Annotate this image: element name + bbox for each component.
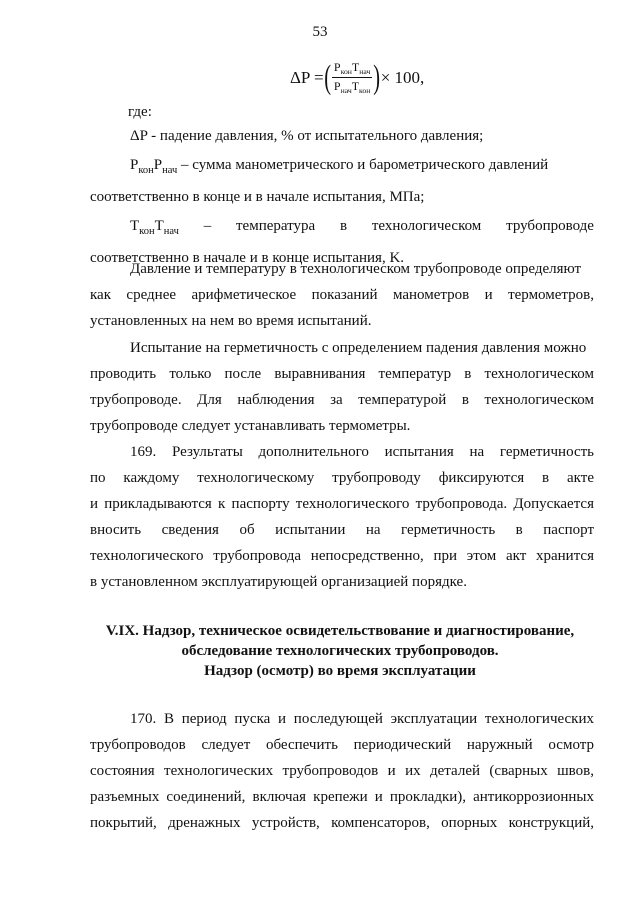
paragraph-169: 169. Результаты дополнительного испытания на герметичность по каждому технологическому трубопроводу фиксируются в акте и прикладываются к паспорту технологического трубопровода. Допускается вносить сведения об испытании на герметичность в паспорт технологического трубопровода непосредственно, при этом акт хранится в установленном эксплуатирующей организацией порядке. [90, 444, 594, 590]
definitions-block [90, 123, 594, 271]
formula-open-paren: ( [323, 58, 331, 96]
formula-close-paren: ) [373, 58, 381, 96]
paragraph-averaging: Давление и температуру в технологическом трубопроводе определяют как среднее арифметическое показаний манометров и термометров, установленных на нем во время испытаний. [90, 261, 594, 329]
def-temperature-line1: $T_{кон}T_{нач}$ – температура в технологическом трубопроводе [130, 218, 594, 237]
heading-line1: V.IX. Надзор, техническое освидетельствование и диагностирование, [105, 623, 575, 639]
paragraph-170: 170. В период пуска и последующей эксплуатации технологических трубопроводов следует обеспечить периодический наружный осмотр состояния технологических трубопроводов и их деталей (сварных швов, разъемных соединений, включая крепежи и прокладки), антикоррозионных покрытий, дренажных устройств, компенсаторов, опорных конструкций, [90, 711, 594, 831]
paragraph-pressure-drop-test: Испытание на герметичность с определением падения давления можно проводить только после выравнивания температур в технологическом трубопроводе. Для наблюдения за температурой в технологическом трубопроводе следует устанавливать термометры. [90, 340, 594, 434]
heading-line2: обследование технологических трубопроводов. [181, 643, 499, 659]
formula-rhs: × 100, [380, 67, 425, 87]
pressure-drop-formula [290, 60, 424, 95]
formula-fraction [332, 60, 372, 95]
def-pressure-line1: $P_{кон}P_{нач}$ – сумма манометрического и барометрического давлений [130, 157, 549, 176]
formula-denominator: $P_{нач}T_{кон}$ [333, 79, 371, 96]
def-pressure-line2: соответственно в конце и в начале испытания, МПа; [90, 189, 425, 205]
where-label: где: [128, 104, 152, 120]
heading-line3: Надзор (осмотр) во время эксплуатации [204, 663, 476, 679]
def-delta-p: ΔP - падение давления, % от испытательного давления; [130, 128, 484, 144]
formula-lhs: ΔP = [290, 67, 324, 87]
section-heading [60, 621, 620, 681]
page-number: 53 [312, 24, 328, 40]
def-temperature-line2: соответственно в начале и в конце испытания, K. [90, 250, 405, 266]
formula-numerator: $P_{кон}T_{нач}$ [333, 60, 371, 77]
